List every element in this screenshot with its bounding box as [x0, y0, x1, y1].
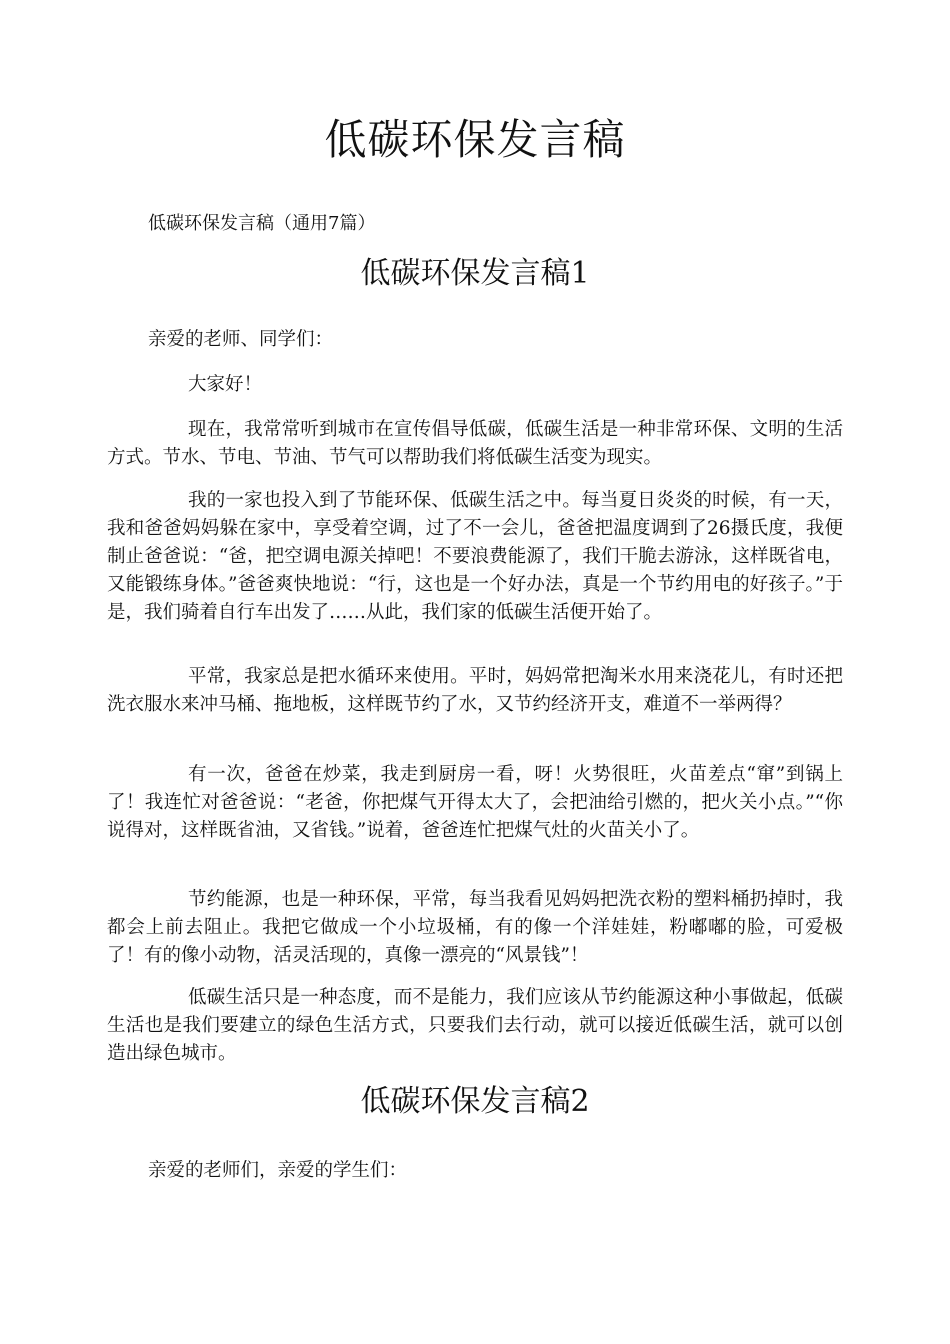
document-title: 低碳环保发言稿 [324, 115, 626, 164]
paragraph: 现在，我常常听到城市在宣传倡导低碳，低碳生活是一种非常环保、文明的生活方式。节水、节电、节油、节气可以帮助我们将低碳生活变为现实。 [107, 419, 843, 468]
paragraph: 节约能源，也是一种环保，平常，每当我看见妈妈把洗衣粉的塑料桶扔掉时，我都会上前去阻止。我把它做成一个小垃圾桶，有的像一个洋娃娃，粉嘟嘟的脸，可爱极了！有的像小动物，活灵活现的，真像一漂亮的“风景钱”！ [107, 889, 843, 966]
section-heading-2: 低碳环保发言稿2 [360, 1084, 590, 1119]
document-subtitle: 低碳环保发言稿（通用7篇） [148, 213, 376, 234]
paragraph: 低碳生活只是一种态度，而不是能力，我们应该从节约能源这种小事做起，低碳生活也是我们要建立的绿色生活方式，只要我们去行动，就可以接近低碳生活，就可以创造出绿色城市。 [107, 987, 843, 1064]
greeting-1: 大家好！ [188, 374, 263, 395]
section-heading-1: 低碳环保发言稿1 [360, 256, 590, 291]
paragraph: 平常，我家总是把水循环来使用。平时，妈妈常把淘米水用来浇花儿，有时还把洗衣服水来冲马桶、拖地板，这样既节约了水，又节约经济开支，难道不一举两得？ [107, 666, 843, 715]
salutation-1: 亲爱的老师、同学们： [148, 329, 334, 350]
paragraph: 有一次，爸爸在炒菜，我走到厨房一看，呀！火势很旺，火苗差点“窜”到锅上了！我连忙对爸爸说：“老爸，你把煤气开得太大了，会把油给引燃的，把火关小点。”“你说得对，这样既省油，又省钱。”说着，爸爸连忙把煤气灶的火苗关小了。 [107, 764, 843, 841]
salutation-2: 亲爱的老师们，亲爱的学生们： [148, 1160, 408, 1181]
paragraph: 我的一家也投入到了节能环保、低碳生活之中。每当夏日炎炎的时候，有一天，我和爸爸妈妈躲在家中，享受着空调，过了不一会儿，爸爸把温度调到了26摄氏度，我便制止爸爸说：“爸，把空调电源关掉吧！不要浪费能源了，我们干脆去游泳，这样既省电，又能锻练身体。”爸爸爽快地说：“行，这也是一个好办法，真是一个节约用电的好孩子。”于是，我们骑着自行车出发了……从此，我们家的低碳生活便开始了。 [107, 490, 843, 623]
